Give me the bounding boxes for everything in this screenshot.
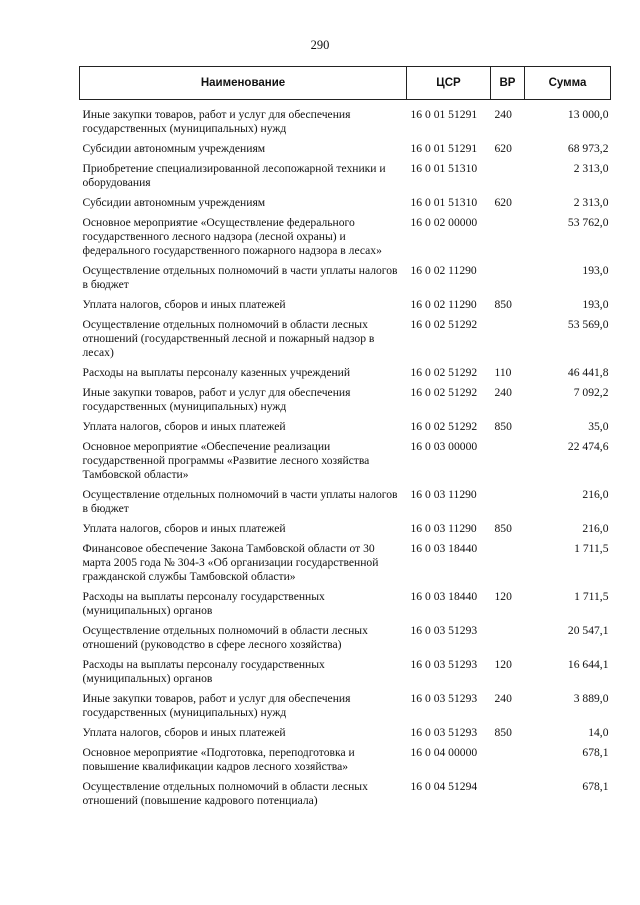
row-name-cell: Основное мероприятие «Осуществление федерального государственного лесного надзора (лесной охраны) и федерального государственного пожарного надзора в лесах» [82,216,382,257]
table-row [80,215,611,263]
row-name-cell: Осуществление отдельных полномочий в области лесных отношений (руководство в сфере лесного хозяйства) [82,624,368,651]
table-row [80,100,611,142]
row-sum-cell: 53 762,0 [567,216,609,229]
row-vr-cell [491,263,525,297]
header-sum: Сумма [525,67,611,100]
row-name-cell: Иные закупки товаров, работ и услуг для обеспечения государственных (муниципальных) нужд [82,692,351,719]
row-vr-cell [491,161,525,195]
row-vr-cell: 620 [494,196,512,209]
table-row [80,297,611,317]
row-csr-cell: 16 0 04 00000 [410,746,478,759]
row-vr-cell [491,745,525,779]
row-name-cell: Уплата налогов, сборов и иных платежей [82,298,286,311]
row-vr-cell: 620 [494,142,512,155]
row-sum-cell: 16 644,1 [567,658,609,671]
row-vr-cell [491,439,525,487]
row-sum-cell: 1 711,5 [574,590,609,603]
row-name-cell: Осуществление отдельных полномочий в области лесных отношений (государственный лесной и пожарный надзор в лесах) [82,318,375,359]
table-row [80,317,611,365]
row-sum-cell: 7 092,2 [573,386,609,399]
row-name-cell: Субсидии автономным учреждениям [82,142,266,155]
row-sum-cell: 216,0 [582,488,609,501]
row-csr-cell: 16 0 02 00000 [410,216,478,229]
row-name-cell: Осуществление отдельных полномочий в области лесных отношений (повышение кадрового потенциала) [82,780,368,807]
row-csr-cell: 16 0 03 51293 [410,658,478,671]
table-row [80,541,611,589]
row-csr-cell: 16 0 02 51292 [410,366,478,379]
row-name-cell: Приобретение специализированной лесопожарной техники и оборудования [82,162,386,189]
header-vr: ВР [491,67,525,100]
row-name-cell: Расходы на выплаты персоналу государственных (муниципальных) органов [82,590,325,617]
row-vr-cell: 850 [494,298,512,311]
row-vr-cell: 240 [494,108,512,121]
table-row [80,385,611,419]
row-sum-cell: 14,0 [588,726,609,739]
row-vr-cell [491,317,525,365]
table-row [80,365,611,385]
row-sum-cell: 2 313,0 [573,196,609,209]
table-row [80,691,611,725]
row-sum-cell: 3 889,0 [573,692,609,705]
row-csr-cell: 16 0 01 51310 [410,162,478,175]
row-vr-cell: 240 [494,692,512,705]
row-vr-cell: 850 [494,726,512,739]
table-row [80,419,611,439]
row-sum-cell: 13 000,0 [567,108,609,121]
row-name-cell: Расходы на выплаты персоналу казенных учреждений [82,366,351,379]
row-csr-cell: 16 0 01 51291 [410,108,478,121]
row-sum-cell: 46 441,8 [567,366,609,379]
row-vr-cell [491,215,525,263]
row-vr-cell [491,623,525,657]
row-sum-cell: 193,0 [582,264,609,277]
budget-table [79,66,611,813]
row-vr-cell: 850 [494,522,512,535]
row-name-cell: Расходы на выплаты персоналу государственных (муниципальных) органов [82,658,325,685]
row-csr-cell: 16 0 03 18440 [410,590,478,603]
row-csr-cell: 16 0 04 51294 [410,780,478,793]
header-name: Наименование [80,67,407,100]
row-sum-cell: 22 474,6 [567,440,609,453]
row-sum-cell: 20 547,1 [567,624,609,637]
table-row [80,263,611,297]
row-sum-cell: 193,0 [582,298,609,311]
table-row [80,195,611,215]
row-name-cell: Уплата налогов, сборов и иных платежей [82,726,286,739]
row-sum-cell: 53 569,0 [567,318,609,331]
table-row [80,657,611,691]
table-row [80,725,611,745]
table-row [80,487,611,521]
row-csr-cell: 16 0 03 00000 [410,440,478,453]
row-sum-cell: 216,0 [582,522,609,535]
row-csr-cell: 16 0 02 11290 [410,298,477,311]
row-vr-cell [491,541,525,589]
row-sum-cell: 1 711,5 [574,542,609,555]
row-vr-cell [491,487,525,521]
row-csr-cell: 16 0 03 11290 [410,488,477,501]
row-name-cell: Иные закупки товаров, работ и услуг для обеспечения государственных (муниципальных) нужд [82,108,351,135]
row-name-cell: Осуществление отдельных полномочий в части уплаты налогов в бюджет [82,264,398,291]
row-csr-cell: 16 0 02 51292 [410,386,478,399]
row-name-cell: Осуществление отдельных полномочий в части уплаты налогов в бюджет [82,488,398,515]
row-csr-cell: 16 0 03 18440 [410,542,478,555]
row-sum-cell: 68 973,2 [567,142,609,155]
table-row [80,623,611,657]
row-vr-cell: 120 [494,590,512,603]
table-row [80,161,611,195]
row-csr-cell: 16 0 03 51293 [410,692,478,705]
table-body [80,100,611,814]
row-name-cell: Уплата налогов, сборов и иных платежей [82,522,286,535]
row-csr-cell: 16 0 03 51293 [410,624,478,637]
row-name-cell: Основное мероприятие «Обеспечение реализации государственной программы «Развитие лесного хозяйства Тамбовской области» [82,440,370,481]
row-csr-cell: 16 0 03 51293 [410,726,478,739]
row-csr-cell: 16 0 02 51292 [410,420,478,433]
row-sum-cell: 2 313,0 [573,162,609,175]
page-number: 290 [310,38,330,52]
table-row [80,779,611,813]
row-name-cell: Финансовое обеспечение Закона Тамбовской области от 30 марта 2005 года № 304-З «Об организации государственной гражданской службы Тамбовской области» [82,542,379,583]
row-vr-cell: 110 [494,366,512,379]
row-csr-cell: 16 0 01 51310 [410,196,478,209]
row-csr-cell: 16 0 02 11290 [410,264,477,277]
row-vr-cell: 240 [494,386,512,399]
table-row [80,521,611,541]
table-header-row [80,67,611,100]
table-row [80,439,611,487]
row-sum-cell: 35,0 [588,420,609,433]
header-csr: ЦСР [407,67,491,100]
table-row [80,745,611,779]
row-name-cell: Основное мероприятие «Подготовка, переподготовка и повышение квалификации кадров лесного хозяйства» [82,746,355,773]
row-csr-cell: 16 0 03 11290 [410,522,477,535]
row-name-cell: Уплата налогов, сборов и иных платежей [82,420,286,433]
row-csr-cell: 16 0 02 51292 [410,318,478,331]
table-row [80,141,611,161]
table-row [80,589,611,623]
row-sum-cell: 678,1 [582,780,609,793]
row-vr-cell: 120 [494,658,512,671]
row-name-cell: Иные закупки товаров, работ и услуг для обеспечения государственных (муниципальных) нужд [82,386,351,413]
row-vr-cell [491,779,525,813]
row-name-cell: Субсидии автономным учреждениям [82,196,266,209]
row-csr-cell: 16 0 01 51291 [410,142,478,155]
row-sum-cell: 678,1 [582,746,609,759]
row-vr-cell: 850 [494,420,512,433]
